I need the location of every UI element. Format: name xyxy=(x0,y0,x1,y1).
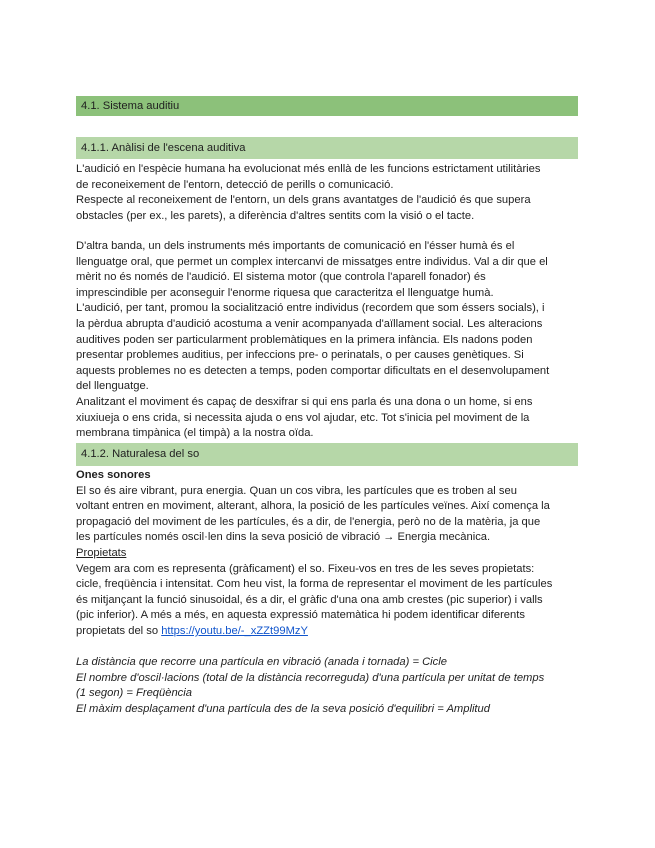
text-line: xiuxiueja o ens crida, si necessita ajuda o ens vol ajudar, etc. Tot s'inicia pel moviment de la xyxy=(76,411,530,424)
text-line: presentar problemes auditius, per infeccions pre- o perinatals, o per causes genètiques. Si xyxy=(76,349,524,362)
text-line: auditives poden ser particularment problemàtiques en la primera infància. Els nadons poden xyxy=(76,333,533,346)
text-line: L'audició en l'espècie humana ha evolucionat més enllà de les funcions estrictament utilitàries xyxy=(76,163,541,175)
text-line: aquests problemes no es detecten a temps, poden comportar dificultats en el desenvolupament xyxy=(76,364,550,377)
definition-frequencia-line-2: (1 segon) = Freqüència xyxy=(76,687,192,700)
definition-frequencia-line-1: El nombre d'oscil·lacions (total de la distància recorreguda) d'una partícula per unitat de temps xyxy=(76,671,545,684)
text-line: El so és aire vibrant, pura energia. Quan un cos vibra, les partícules que es troben al seu xyxy=(76,484,517,497)
heading-text: 4.1.2. Naturalesa del so xyxy=(81,448,200,460)
text-line: L'audició, per tant, promou la socialització entre individus (recordem que som éssers socials), i xyxy=(76,302,545,315)
definition-amplitud: El màxim desplaçament d'una partícula des de la seva posició d'equilibri = Amplitud xyxy=(76,702,490,715)
text-line: de reconeixement de l'entorn, detecció de perills o comunicació. xyxy=(76,178,394,191)
text-line: obstacles (per ex., les parets), a diferència d'altres sentits com la visió o el tacte. xyxy=(76,209,475,222)
text-line-with-link xyxy=(76,624,586,640)
text-line: les partícules només oscil·len dins la seva posició de vibració → Energia mecànica. xyxy=(76,531,491,544)
text-line: mèrit no és només de l'audició. El sistema motor (que controla l'aparell fonador) és xyxy=(76,271,486,284)
text-line: Respecte al reconeixement de l'entorn, un dels grans avantatges de l'audició és que supera xyxy=(76,194,531,207)
text-line: membrana timpànica (el timpà) a la nostra oïda. xyxy=(76,427,314,440)
subtitle-ones-sonores: Ones sonores xyxy=(76,469,151,481)
heading-naturalesa-so xyxy=(76,443,578,466)
text-line: Analitzant el moviment és capaç de desxifrar si qui ens parla és una dona o un home, si ens xyxy=(76,395,533,408)
text-span: propietats del so xyxy=(76,624,162,637)
definitions-list xyxy=(76,655,586,717)
heading-analisi-escena xyxy=(76,137,578,159)
text-line: la pèrdua abrupta d'audició acostuma a venir acompanyada d'aïllament social. Les alteracions xyxy=(76,317,543,330)
youtube-link[interactable]: https://youtu.be/-_xZZt99MzY xyxy=(161,624,308,637)
definition-cicle: La distància que recorre una partícula en vibració (anada i tornada) = Cicle xyxy=(76,656,447,668)
text-line: (pic inferior). A més a més, en aquesta expressió matemàtica hi podem identificar diferents xyxy=(76,609,525,622)
text-line: Vegem ara com es representa (gràficament) el so. Fixeu-vos en tres de les seves propietats: xyxy=(76,562,535,575)
text-line: del llenguatge. xyxy=(76,380,149,393)
text-line: voltant entren en moviment, alterant, alhora, la posició de les partícules veïnes. Així comença la xyxy=(76,500,550,513)
section-analisi-paragraph-1 xyxy=(76,162,586,224)
heading-text: 4.1.1. Anàlisi de l'escena auditiva xyxy=(81,142,246,154)
text-line: cicle, freqüència i intensitat. Com heu vist, la forma de representar el moviment de les partícules xyxy=(76,578,553,591)
text-line: imprescindible per aconseguir l'enorme riquesa que caracteritza el llenguatge humà. xyxy=(76,286,494,299)
text-line: és mitjançant la funció sinusoidal, és a dir, el gràfic d'una ona amb crestes (pic superior) i valls xyxy=(76,593,543,606)
section-naturalesa xyxy=(76,468,586,640)
heading-sistema-auditiu xyxy=(76,96,578,116)
text-line: propagació del moviment de les partícules, és a dir, de l'energia, però no de la matèria, ja que xyxy=(76,515,541,528)
text-line: D'altra banda, un dels instruments més importants de comunicació en l'ésser humà és el xyxy=(76,240,515,252)
heading-text: 4.1. Sistema auditiu xyxy=(81,100,180,112)
section-analisi-paragraph-2 xyxy=(76,239,586,442)
text-line: llenguatge oral, que permet un complex intercanvi de missatges entre individus. Val a dir que el xyxy=(76,255,548,268)
subtitle-propietats: Propietats xyxy=(76,546,127,559)
